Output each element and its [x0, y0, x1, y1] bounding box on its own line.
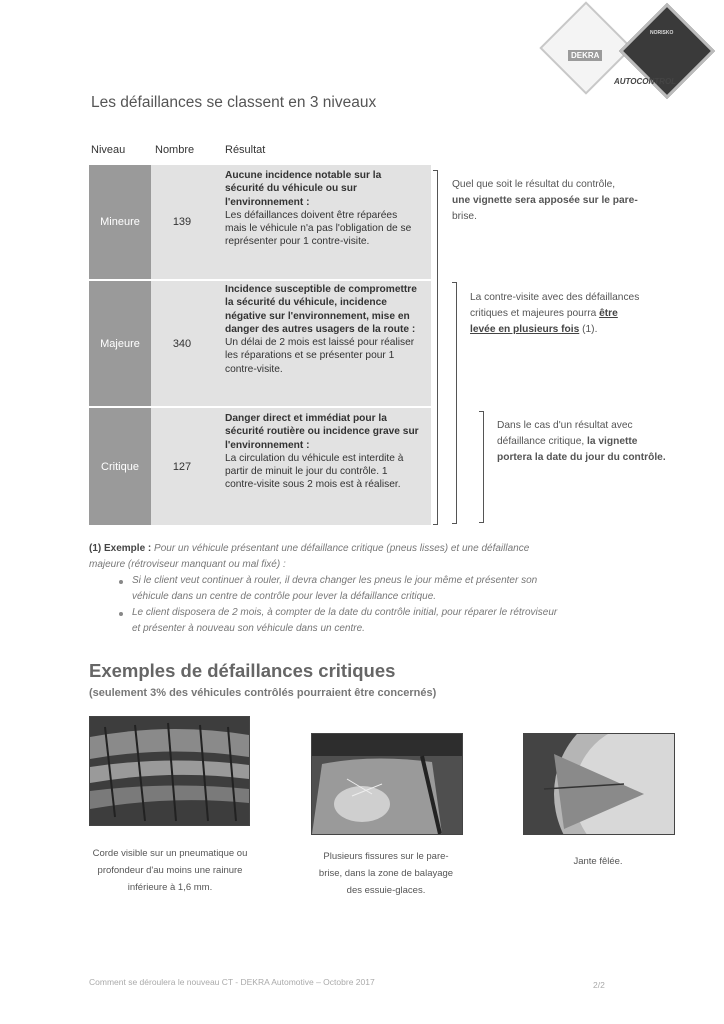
note-vignette: Quel que soit le résultat du contrôle, une vignette sera apposée sur le pare- brise. — [452, 179, 638, 222]
bullet-dot — [119, 612, 123, 616]
photo-caption: Corde visible sur un pneumatique ou profondeur d'au moins une rainure inférieure à 1,6 mm. — [92, 848, 248, 893]
windshield-photo — [311, 733, 463, 835]
nombre-cell: 139 — [172, 216, 192, 228]
page-number: 2/2 — [593, 980, 605, 990]
footer-text: Comment se déroulera le nouveau CT - DEKRA Automotive – Octobre 2017 — [89, 977, 375, 987]
dekra-logo-text: DEKRA — [568, 50, 602, 61]
nombre-cell: 127 — [172, 460, 192, 473]
header-niveau: Niveau — [91, 144, 126, 156]
header-resultat: Résultat — [225, 144, 266, 156]
critical-examples-title: Exemples de défaillances critiques — [89, 660, 396, 681]
levels-table — [89, 139, 431, 525]
niveau-cell: Majeure — [89, 281, 151, 406]
bullet-dot — [119, 580, 123, 584]
bracket-majeure-critique — [452, 282, 457, 524]
nombre-cell: 340 — [172, 337, 192, 350]
rim-photo — [523, 733, 675, 835]
critical-examples-subtitle: (seulement 3% des véhicules contrôlés pourraient être concernés) — [89, 687, 437, 699]
section-title: Les défaillances se classent en 3 niveaux — [91, 94, 377, 111]
bracket-critique — [479, 411, 484, 523]
niveau-cell: Critique — [89, 408, 151, 525]
example-bullet: Le client disposera de 2 mois, à compter de la date du contrôle initial, pour réparer le rétroviseur et présenter à nouveau son véhicule dans un centre. — [132, 607, 558, 634]
photo-caption: Jante fêlée. — [573, 856, 623, 867]
table-header — [89, 139, 431, 163]
tire-tread-photo — [89, 716, 250, 826]
norisko-logo-text: NORISKO — [650, 30, 674, 36]
example-paragraph: (1) Exemple : Pour un véhicule présentant une défaillance critique (pneus lisses) et une défaillance majeure (rétroviseur manquant ou mal fixé) : — [89, 543, 530, 570]
header-nombre: Nombre — [155, 144, 195, 156]
result-cell: Incidence susceptible de compromettre la sécurité du véhicule, incidence négative sur l'environnement, mise en danger des autres usagers de la route : Un délai de 2 mois est laissé pour réaliser les réparations et se présenter pour 1 contre-visite. — [225, 284, 417, 375]
table-row — [89, 165, 431, 279]
bracket-all-levels — [433, 170, 438, 525]
note-critique-date: Dans le cas d'un résultat avec défaillance critique, la vignette portera la date du jour du contrôle. — [497, 420, 666, 463]
niveau-cell: Mineure — [89, 165, 151, 279]
photo-caption: Plusieurs fissures sur le pare- brise, dans la zone de balayage des essuie-glaces. — [318, 851, 454, 896]
note-contre-visite: La contre-visite avec des défaillances critiques et majeures pourra être levée en plusieurs fois (1). — [470, 292, 640, 335]
table-row — [89, 281, 431, 406]
result-cell: Danger direct et immédiat pour la sécurité routière ou incidence grave sur l'environnement : La circulation du véhicule est interdite à partir de minuit le jour du contrôle. 1 contre-visite sous 2 mois est à réaliser. — [225, 413, 419, 491]
autocontrol-logo-text: AUTOCONTROL — [614, 77, 677, 86]
result-cell: Aucune incidence notable sur la sécurité du véhicule ou sur l'environnement : Les défaillances doivent être réparées mais le véhicule n'a pas l'obligation de se représenter pour 1 contre-visite. — [225, 170, 412, 248]
example-bullet: Si le client veut continuer à rouler, il devra changer les pneus le jour même et présenter son véhicule dans un centre de contrôle pour lever la défaillance critique. — [132, 575, 538, 602]
table-row — [89, 408, 431, 525]
